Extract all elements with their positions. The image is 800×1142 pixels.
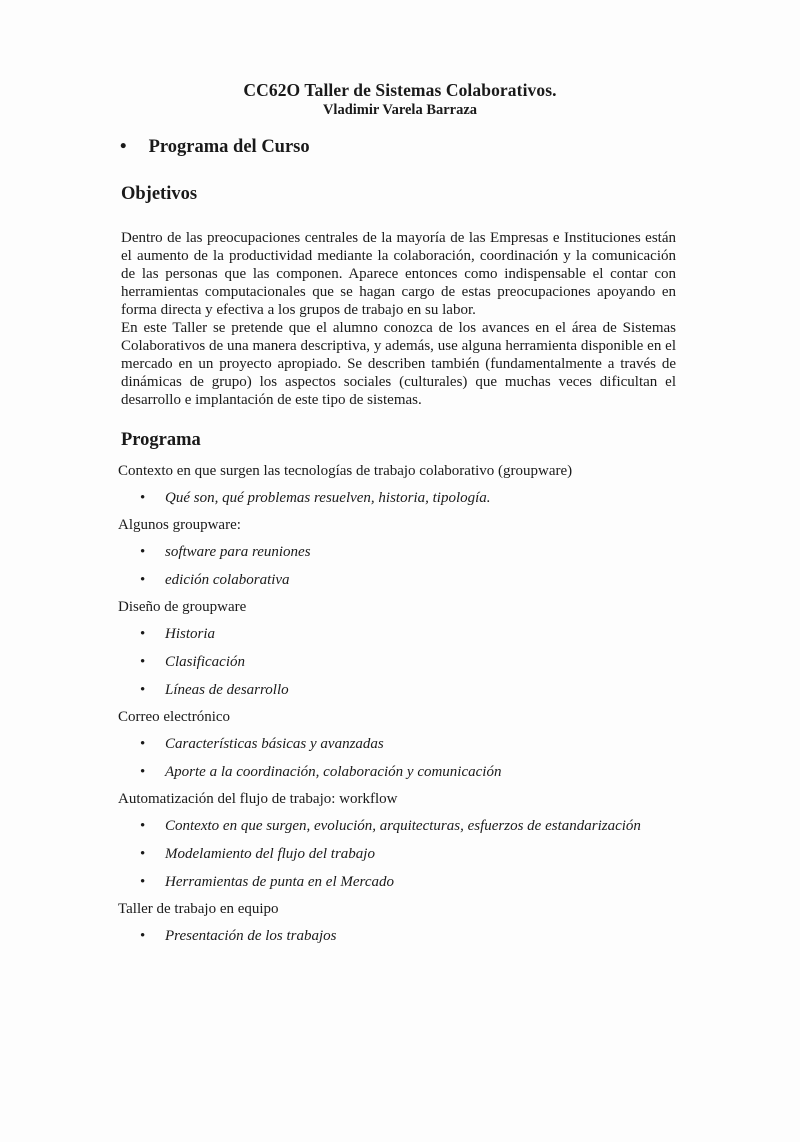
program-subitem: • Líneas de desarrollo	[118, 676, 718, 704]
program-subitem: • Herramientas de punta en el Mercado	[118, 868, 718, 896]
bullet-icon: •	[140, 764, 146, 780]
program-topic: Automatización del flujo de trabajo: workflow	[118, 791, 398, 807]
program-subitem: • software para reuniones	[118, 538, 718, 566]
bullet-icon: •	[140, 928, 146, 944]
section-title-programa: Programa	[121, 430, 201, 450]
bullet-icon: •	[140, 736, 146, 752]
bullet-icon: •	[140, 626, 146, 642]
program-subitem: • Qué son, qué problemas resuelven, historia, tipología.	[118, 484, 718, 512]
program-topic-list	[118, 458, 718, 950]
program-topic: Correo electrónico	[118, 709, 231, 725]
document-title: CC62O Taller de Sistemas Colaborativos.	[243, 80, 557, 100]
document-author: Vladimir Varela Barraza	[322, 102, 478, 118]
program-subitem: • Clasificación	[118, 648, 718, 676]
program-topic: Taller de trabajo en equipo	[118, 901, 279, 917]
program-topic: Diseño de groupware	[118, 599, 247, 615]
bullet-icon: •	[140, 572, 146, 588]
section-title-objetivos: Objetivos	[121, 184, 198, 204]
objetivos-paragraph: Dentro de las preocupaciones centrales de la mayoría de las Empresas e Instituciones están el aumento de la productividad mediante la colaboración, coordinación y la comunicación de las personas que las componen. Aparece entonces como indispensable el contar con herramientas computacionales que se hagan cargo de estas preocupaciones apoyando en forma directa y efectiva a los grupos de trabajo en su labor.	[121, 230, 676, 318]
bullet-icon: •	[140, 490, 146, 506]
course-program-label: Programa del Curso	[148, 137, 310, 157]
objetivos-paragraph: En este Taller se pretende que el alumno conozca de los avances en el área de Sistemas Colaborativos de una manera descriptiva, y además, use alguna herramienta disponible en el mercado en un proyecto apropiado. Se describen también (fundamentalmente a través de dinámicas de grupo) los aspectos sociales (culturales) que muchas veces dificultan el desarrollo e implantación de este tipo de sistemas.	[121, 320, 676, 408]
program-subitem: • Historia	[118, 620, 718, 648]
program-subitem: • Contexto en que surgen, evolución, arquitecturas, esfuerzos de estandarización	[118, 812, 718, 840]
bullet-icon: •	[120, 137, 127, 157]
program-topic: Algunos groupware:	[118, 517, 241, 533]
bullet-icon: •	[140, 874, 146, 890]
bullet-icon: •	[140, 682, 146, 698]
bullet-icon: •	[140, 544, 146, 560]
program-subitem: • Aporte a la coordinación, colaboración y comunicación	[118, 758, 718, 786]
bullet-icon: •	[140, 818, 146, 834]
program-subitem: • edición colaborativa	[118, 566, 718, 594]
course-program-heading	[120, 137, 310, 158]
program-subitem: • Presentación de los trabajos	[118, 922, 718, 950]
bullet-icon: •	[140, 654, 146, 670]
program-topic: Contexto en que surgen las tecnologías de trabajo colaborativo (groupware)	[118, 463, 573, 479]
bullet-icon: •	[140, 846, 146, 862]
program-subitem: • Modelamiento del flujo del trabajo	[118, 840, 718, 868]
program-subitem: • Características básicas y avanzadas	[118, 730, 718, 758]
